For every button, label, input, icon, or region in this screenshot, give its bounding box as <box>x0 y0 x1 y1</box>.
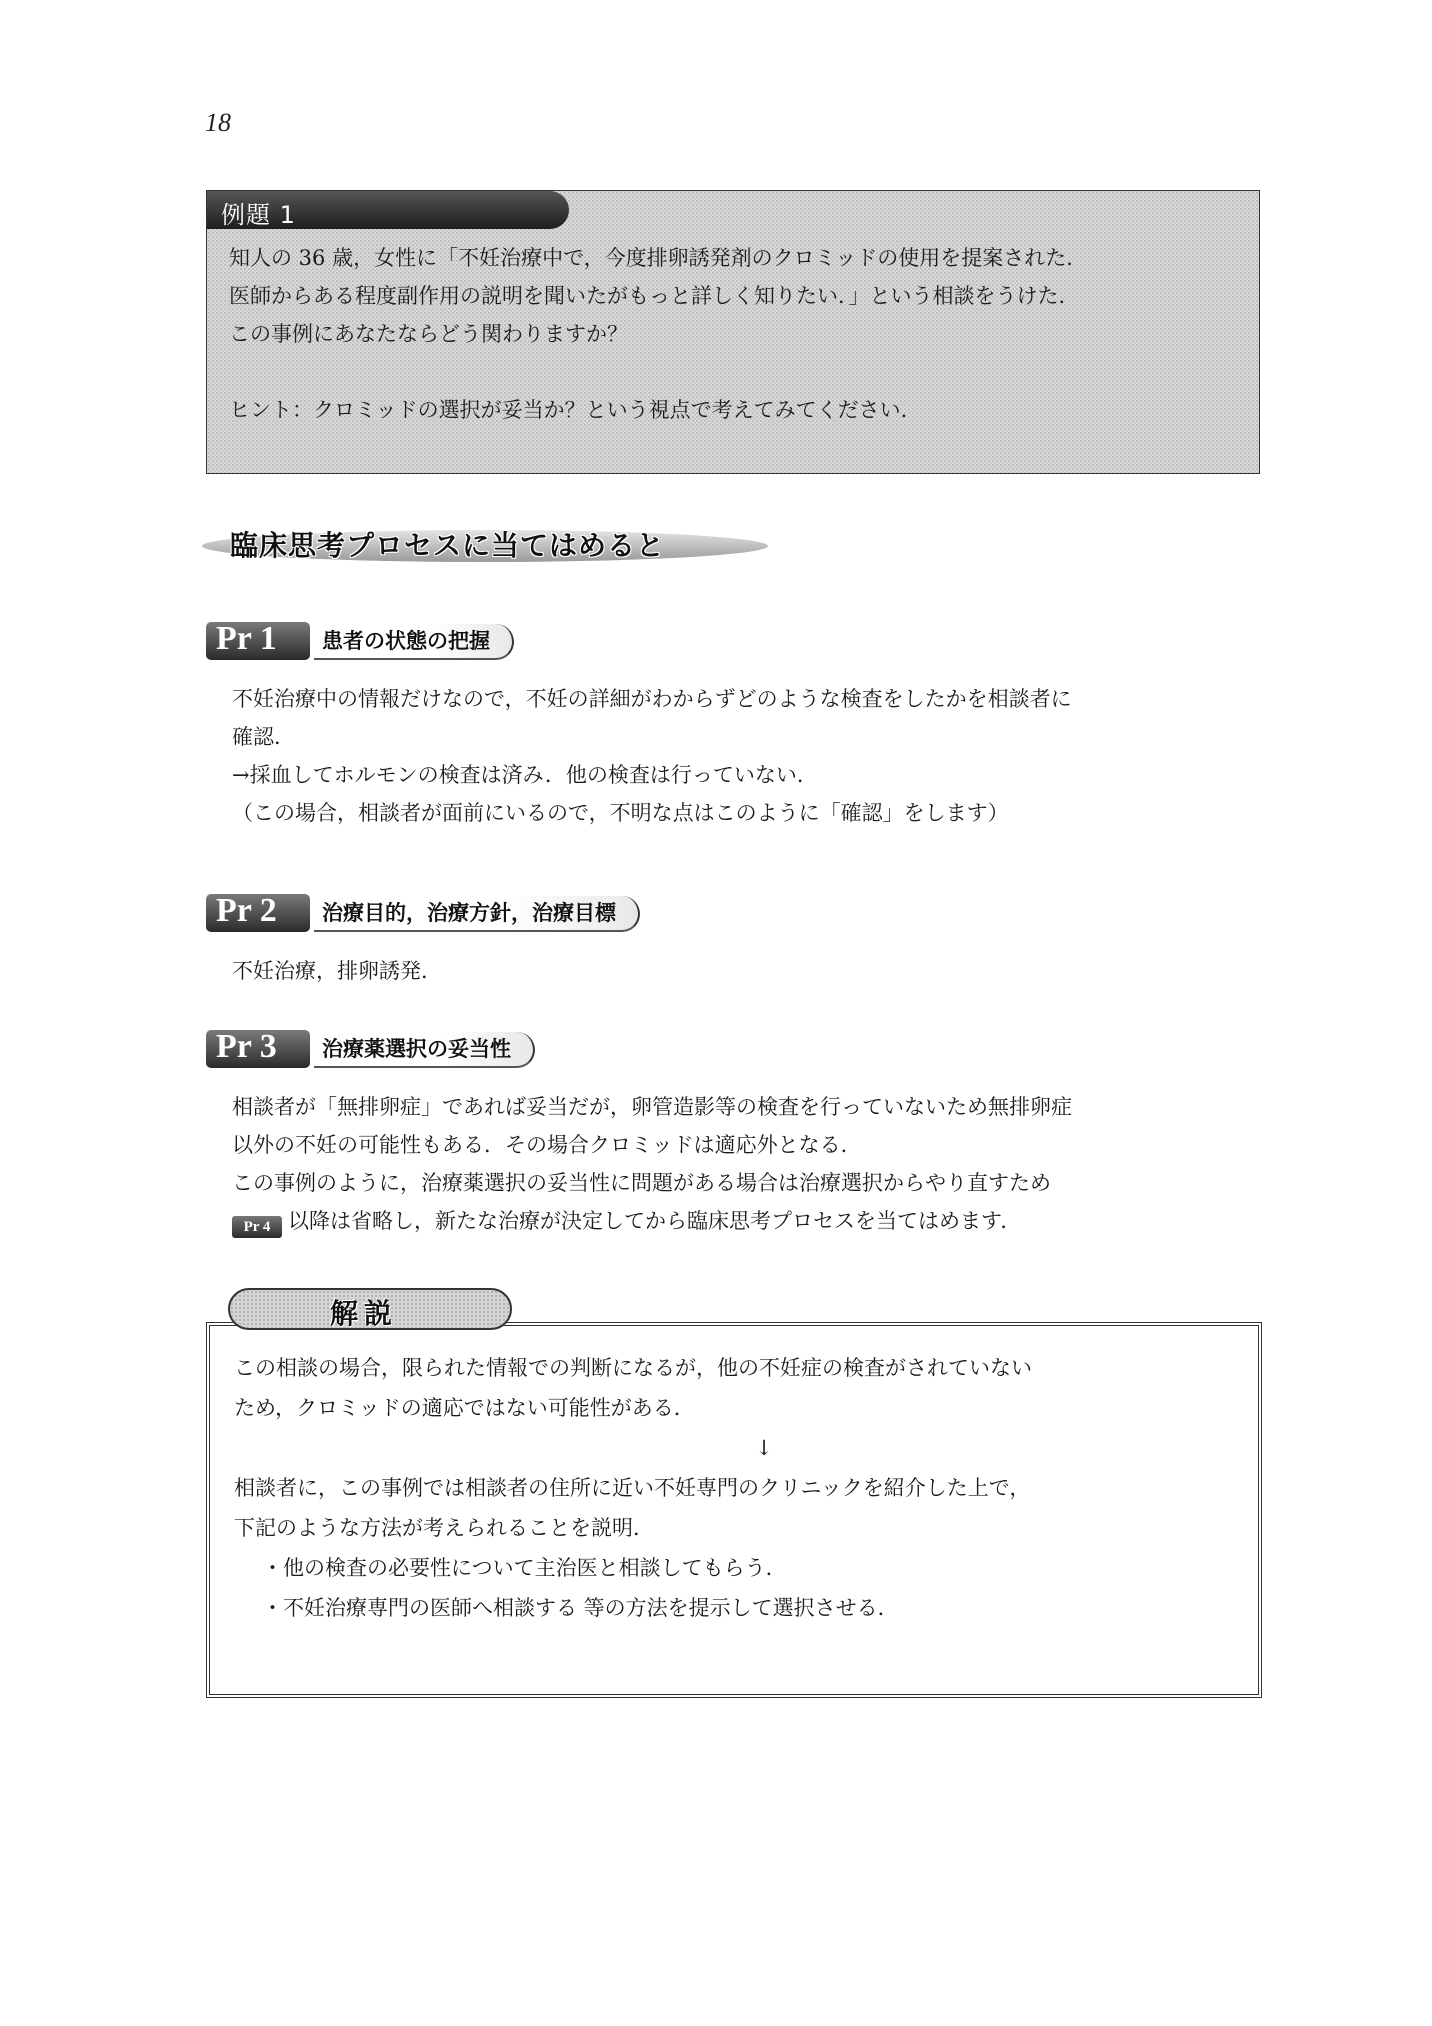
commentary-line: 相談者に，この事例では相談者の住所に近い不妊専門のクリニックを紹介した上で， <box>234 1476 1031 1500</box>
example-line: 医師からある程度副作用の説明を聞いたがもっと詳しく知りたい．」という相談をうけた． <box>229 284 1080 308</box>
pr3-title: 治療薬選択の妥当性 <box>322 1037 511 1061</box>
pr4-inline-badge: Pr 4 <box>232 1216 282 1238</box>
down-arrow-icon: ↓ <box>755 1436 773 1460</box>
commentary-tab <box>228 1288 512 1330</box>
page-number: 18 <box>205 108 231 137</box>
pr1-line: →採血してホルモンの検査は済み．他の検査は行っていない． <box>232 763 818 787</box>
pr1-line: （この場合，相談者が面前にいるので，不明な点はこのように「確認」をします） <box>232 801 1009 825</box>
section-banner <box>202 522 768 566</box>
pr3-badge: Pr 3 <box>206 1030 310 1068</box>
example-line: 知人の 36 歳，女性に「不妊治療中で，今度排卵誘発剤のクロミッドの使用を提案された． <box>229 246 1088 270</box>
pr3-line: 相談者が「無排卵症」であれば妥当だが，卵管造影等の検査を行っていないため無排卵症 <box>232 1095 1072 1119</box>
pr1-title: 患者の状態の把握 <box>322 629 490 653</box>
example-box <box>206 190 1260 474</box>
pr2-badge: Pr 2 <box>206 894 310 932</box>
commentary-tab-label: 解説 <box>330 1297 399 1330</box>
pr1-badge: Pr 1 <box>206 622 310 660</box>
pr1-line: 確認． <box>232 725 295 749</box>
example-tab-label: 例題 1 <box>221 201 296 229</box>
example-hint: ヒント：クロミッドの選択が妥当か？という視点で考えてみてください． <box>229 398 922 422</box>
pr2-line: 不妊治療，排卵誘発． <box>232 959 442 983</box>
example-line: この事例にあなたならどう関わりますか？ <box>229 322 628 346</box>
commentary-bullet: ・不妊治療専門の医師へ相談する 等の方法を提示して選択させる． <box>262 1596 899 1620</box>
pr3-line: 以外の不妊の可能性もある．その場合クロミッドは適応外となる． <box>232 1133 862 1157</box>
commentary-text <box>234 1348 1234 1628</box>
commentary-line: ため，クロミッドの適応ではない可能性がある． <box>234 1396 695 1420</box>
pr1-line: 不妊治療中の情報だけなので，不妊の詳細がわからずどのような検査をしたかを相談者に <box>232 687 1072 711</box>
commentary-line: この相談の場合，限られた情報での判断になるが，他の不妊症の検査がされていない <box>234 1356 1032 1380</box>
commentary-bullet: ・他の検査の必要性について主治医と相談してもらう． <box>262 1556 787 1580</box>
commentary-box <box>206 1322 1262 1698</box>
pr3-body <box>232 1088 1262 1240</box>
example-tab <box>207 191 569 229</box>
pr2-title: 治療目的，治療方針，治療目標 <box>322 901 616 925</box>
section-banner-title: 臨床思考プロセスに当てはめると <box>230 529 666 562</box>
example-text <box>229 239 1239 429</box>
pr3-line: Pr 4 以降は省略し，新たな治療が決定してから臨床思考プロセスを当てはめます． <box>232 1202 1262 1240</box>
commentary-line: 下記のような方法が考えられることを説明． <box>234 1516 654 1540</box>
pr2-body <box>232 952 1262 990</box>
pr3-line: この事例のように，治療薬選択の妥当性に問題がある場合は治療選択からやり直すため <box>232 1171 1051 1195</box>
pr1-body <box>232 680 1262 832</box>
